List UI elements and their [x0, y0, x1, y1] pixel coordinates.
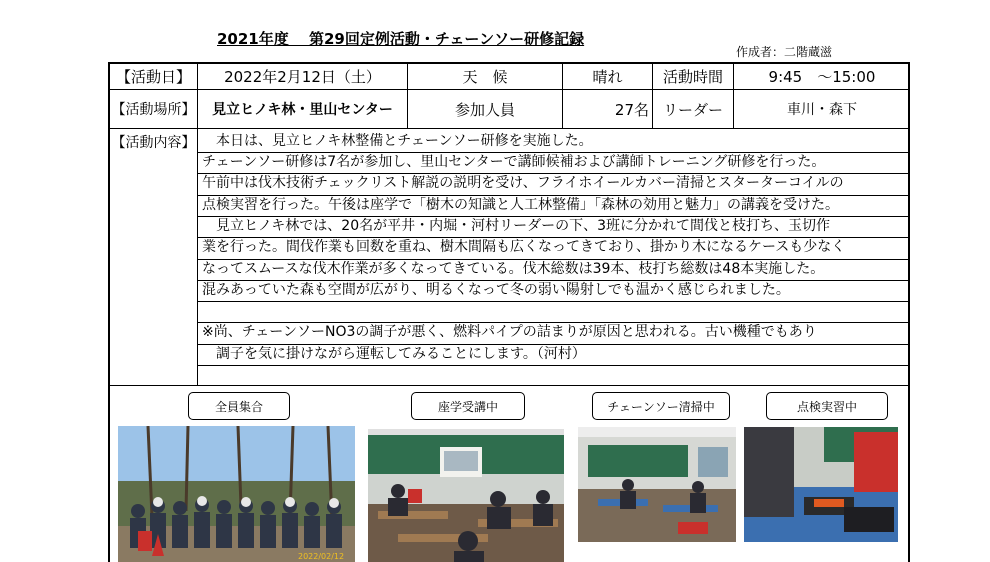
content-line: 本日は、見立ヒノキ林整備とチェーンソー研修を実施した。	[202, 133, 593, 149]
photo-date-stamp: 2022/02/12	[298, 552, 345, 561]
time-label: 活動時間	[662, 67, 723, 86]
participants-label: 参加人員	[454, 100, 515, 119]
weather-value: 晴れ	[592, 67, 623, 86]
content-line: 調子を気に掛けながら運転してみることにします。（河村）	[202, 346, 586, 362]
content-line: ※尚、チェーンソーNO3の調子が悪く、燃料パイプの詰まりが原因と思われる。古い機種でもあり	[202, 324, 817, 340]
group-photo	[118, 426, 355, 562]
weather-label: 天 候	[462, 67, 508, 86]
content-line: 見立ヒノキ林では、20名が平井・内堀・河村リーダーの下、3班に分かれて間伐と枝打ち、玉切作	[202, 218, 831, 234]
lecture-photo	[368, 429, 564, 562]
content-line: 業を行った。間伐作業も回数を重ね、樹木間隔も広くなってきており、掛かり木になるケースも少なく	[202, 239, 846, 255]
content-line: なってスムースな伐木作業が多くなってきている。伐木総数は39本、枝打ち総数は48本実施した。	[202, 261, 825, 277]
author-name: 作成者：二階蔵滋	[736, 45, 833, 59]
leader-value: 車川・森下	[787, 102, 857, 118]
row-divider	[108, 385, 910, 386]
content-line: 混みあっていた森も空間が広がり、明るくなって冬の弱い陽射しでも温かく感じられました。	[202, 282, 790, 298]
cleaning-photo	[578, 427, 736, 542]
content-line: 点検実習を行った。午後は座学で「樹木の知識と人工林整備」「森林の効用と魅力」の講義を受けた。	[202, 197, 839, 213]
document-title: 2021年度 第29回定例活動・チェーンソー研修記録	[217, 30, 585, 48]
photo-caption-group: 全員集合	[188, 392, 290, 420]
date-label: 【活動日】	[115, 67, 191, 86]
inspection-photo	[744, 427, 898, 542]
date-value: 2022年2月12日（土）	[224, 67, 381, 86]
content-line-rule	[197, 301, 910, 302]
content-line: チェーンソー研修は7名が参加し、里山センターで講師候補および講師トレーニング研修を行った。	[202, 154, 826, 170]
photo-caption-inspection: 点検実習中	[766, 392, 888, 420]
content-line-rule	[197, 365, 910, 366]
photo-caption-lecture: 座学受講中	[411, 392, 525, 420]
content-label: 【活動内容】	[111, 135, 196, 151]
place-value: 見立ヒノキ林・里山センター	[212, 102, 393, 118]
row-divider	[108, 128, 910, 129]
time-value: 9:45 〜15:00	[768, 67, 876, 86]
leader-label: リーダー	[662, 100, 723, 119]
photo-caption-cleaning: チェーンソー清掃中	[592, 392, 730, 420]
participants-value: 27名	[614, 100, 649, 119]
place-label: 【活動場所】	[111, 102, 196, 118]
content-line: 午前中は伐木技術チェックリスト解説の説明を受け、フライホイールカバー清掃とスターターコイルの	[202, 175, 844, 191]
